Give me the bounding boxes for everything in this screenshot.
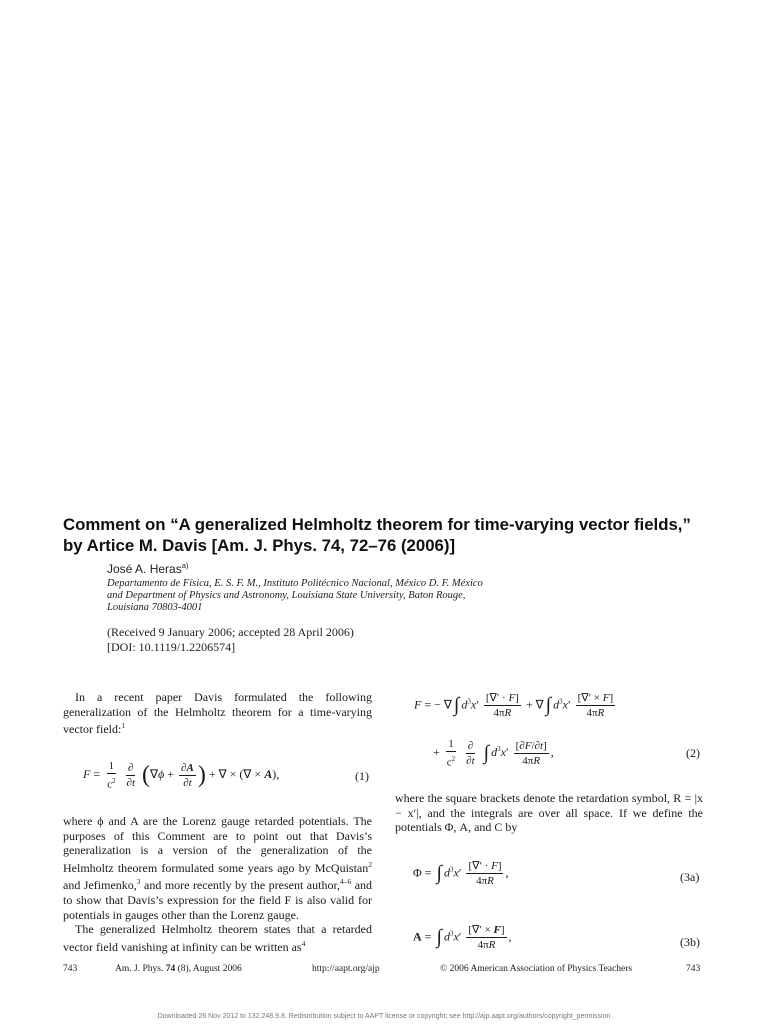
affiliation-line: and Department of Physics and Astronomy, Louisiana State University, Baton Rouge,	[107, 590, 466, 602]
page-number-right: 743	[686, 964, 701, 974]
equation-2-line-1: F = − ∇ ∫ $d^3x'$ $\frac{[\nabla' \cdot F]}{4\pi R}$ + ∇ ∫ $d^3x'$ $\frac{[\nabla' \times F]}{4\pi R}$	[414, 692, 614, 719]
equation-1: F = $\frac{1}{c^2}$ $\frac{\partial}{\partial t}$ (∇ϕ + $\frac{\partial A}{\partial t}$ ) + ∇ × (∇ × A),	[83, 760, 280, 791]
copyright-notice: © 2006 American Association of Physics Teachers	[440, 964, 633, 974]
equation-2-number: (2)	[686, 746, 700, 760]
received-line: (Received 9 January 2006; accepted 28 April 2006)	[107, 625, 354, 639]
paragraph-retardation: where the square brackets denote the retardation symbol, R = |x − x′|, and the integrals are over all space. If we define the potentials Φ, A, and C by	[395, 791, 703, 835]
equation-3a: Φ = ∫ $d^3x'$ $\frac{[\nabla' \cdot F]}{4\pi R}$ ,	[413, 860, 509, 887]
received-dates	[107, 625, 354, 654]
paragraph-intro: In a recent paper Davis formulated the following generalization of the Helmholtz theorem for a time-varying vector field:$^1$	[63, 690, 372, 737]
equation-3b: A = ∫ $d^3x'$ $\frac{[\nabla' \times F]}{4\pi R}$ ,	[413, 924, 512, 951]
author-footnote-mark: a)	[181, 561, 189, 570]
article-title: Comment on “A generalized Helmholtz theorem for time-varying vector fields,” by Artice M. Davis [Am. J. Phys. 74, 72–76 (2006)]	[63, 515, 691, 555]
left-column-body	[63, 814, 372, 954]
download-notice: Downloaded 26 Nov 2012 to 132.248.9.8. Redistribution subject to AAPT license or copyright; see http://ajp.aapt.org/authors/copyright_permission	[157, 1013, 611, 1020]
affiliation	[107, 578, 483, 615]
journal-citation: Am. J. Phys. 74 (8), August 2006	[115, 964, 242, 974]
affiliation-line: Louisiana 70803-4001	[107, 602, 203, 614]
doi-line: [DOI: 10.1119/1.2206574]	[107, 639, 236, 654]
journal-url[interactable]: http://aapt.org/ajp	[312, 964, 380, 974]
page-number-left: 743	[63, 964, 78, 974]
author-name: José A. Heras$^{a)}$	[107, 561, 189, 576]
paragraph-theorem: The generalized Helmholtz theorem states that a retarded vector field vanishing at infinity can be written $as^4$	[63, 922, 372, 954]
left-column-intro	[63, 690, 372, 737]
paragraph-purpose: where ϕ and A are the Lorenz gauge retarded potentials. The purposes of this Comment are to point out that Davis’s generalization is a version of the generalization of the Helmholtz theorem formulated some years ago by McQuistan$^2$ and Jefimenko,$^3$ and more recently by the present author,$^{4-6}$ and to show that Davis’s expression for the field F is also valid for potentials in gauges other than the Lorenz gauge.	[63, 814, 373, 922]
equation-3a-number: (3a)	[680, 870, 700, 884]
equation-1-number: (1)	[355, 769, 369, 783]
equation-2-line-2: + $\frac{1}{c^2}$ $\frac{\partial}{\partial t}$ ∫ $d^3x'$ $\frac{[\partial F/\partial t]}{4\pi R}$ ,	[433, 738, 554, 769]
affiliation-line: Departamento de Física, E. S. F. M., Instituto Politécnico Nacional, México D. F. México	[107, 578, 483, 589]
equation-3b-number: (3b)	[680, 935, 700, 949]
right-column-body	[395, 791, 703, 835]
